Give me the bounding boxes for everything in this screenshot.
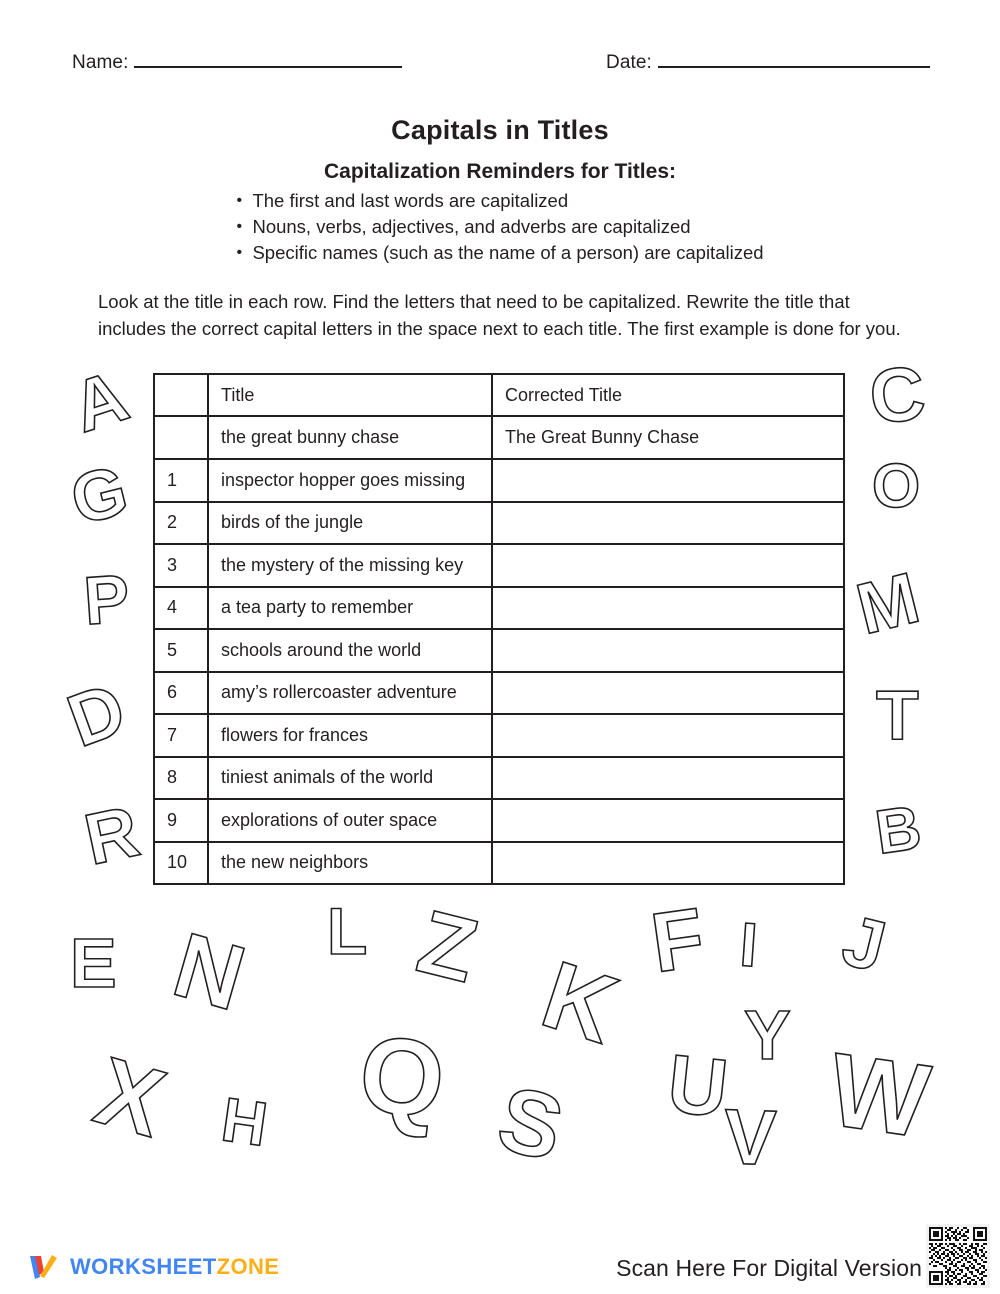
date-field-group [606,52,930,74]
row-answer-blank[interactable] [491,841,845,886]
row-title: a tea party to remember [207,586,491,629]
decorative-letter-a: A [62,355,138,449]
row-number: 4 [153,586,207,629]
table-row [153,628,845,671]
name-field-group [72,52,402,74]
row-answer-blank[interactable] [491,501,845,544]
page-title: Capitals in Titles [391,115,609,145]
row-number: 7 [153,713,207,756]
table-row [153,501,845,544]
reminders-list [0,188,1000,266]
row-answer-blank[interactable] [491,756,845,799]
decorative-letter-y: Y [744,996,791,1074]
reminder-item: • Nouns, verbs, adjectives, and adverbs are capitalized [236,214,763,240]
titles-table [153,373,845,885]
row-answer-blank[interactable] [491,543,845,586]
row-answer-blank[interactable] [491,798,845,841]
decorative-letter-w: W [822,1031,936,1161]
decorative-letter-p: P [81,560,132,640]
decorative-letter-t: T [876,676,919,754]
decorative-letter-h: H [217,1085,272,1160]
decorative-letter-f: F [645,889,710,991]
decorative-letter-k: K [530,940,630,1065]
table-row [153,841,845,886]
table-row [153,756,845,799]
decorative-letter-r: R [78,791,146,881]
row-number: 8 [153,756,207,799]
table-row [153,713,845,756]
decorative-letter-x: X [84,1037,176,1158]
row-title: the mystery of the missing key [207,543,491,586]
row-number: 9 [153,798,207,841]
scan-here-label: Scan Here For Digital Version [616,1255,922,1281]
row-answer-blank[interactable] [491,458,845,501]
decorative-letter-b: B [871,793,926,868]
table-row [153,543,845,586]
worksheet-zone-logo[interactable] [28,1250,279,1284]
row-number: 1 [153,458,207,501]
column-header-corrected-title: Corrected Title [491,373,845,415]
reminders-heading: Capitalization Reminders for Titles: [323,160,676,183]
date-label: Date: [606,52,652,73]
row-number: 10 [153,841,207,886]
row-title: inspector hopper goes missing [207,458,491,501]
row-title: schools around the world [207,628,491,671]
row-number: 2 [153,501,207,544]
qr-code[interactable] [926,1224,990,1288]
decorative-letter-v: V [722,1092,778,1182]
decorative-letter-q: Q [353,1011,451,1142]
table-row [153,671,845,714]
row-number [153,415,207,458]
logo-word-worksheet: WORKSHEET [70,1254,217,1279]
decorative-letter-j: J [834,900,894,988]
row-title: explorations of outer space [207,798,491,841]
row-title: birds of the jungle [207,501,491,544]
decorative-letter-i: I [737,910,760,981]
decorative-letter-s: S [488,1067,573,1181]
decorative-letter-e: E [70,924,117,1002]
name-input-line[interactable] [134,66,402,68]
decorative-letter-n: N [163,913,256,1031]
row-answer-blank[interactable] [491,671,845,714]
row-answer-blank[interactable] [491,628,845,671]
row-title: tiniest animals of the world [207,756,491,799]
table-header-row [153,373,845,415]
table-row [153,458,845,501]
row-number: 5 [153,628,207,671]
page-footer [0,1234,1000,1294]
row-answer-blank[interactable] [491,713,845,756]
decorative-letter-c: C [865,350,930,441]
decorative-letter-l: L [327,894,368,968]
row-title: flowers for frances [207,713,491,756]
logo-wordmark [70,1254,279,1280]
column-header-number [153,373,207,415]
titles-table-wrapper [153,373,845,885]
reminder-item: • Specific names (such as the name of a person) are capitalized [236,240,763,266]
decorative-letter-m: M [849,557,927,651]
decorative-letter-g: G [63,450,136,540]
row-title: the new neighbors [207,841,491,886]
table-row [153,586,845,629]
row-corrected-answer: The Great Bunny Chase [491,415,845,458]
table-body [153,415,845,885]
logo-mark-icon [28,1250,62,1284]
logo-word-zone: ZONE [216,1254,280,1279]
decorative-letter-z: Z [408,891,487,1003]
column-header-title: Title [207,373,491,415]
row-number: 3 [153,543,207,586]
instructions-text: Look at the title in each row. Find the letters that need to be capitalized. Rewrite the title that includes the correct capital letters in the space next to each title. The first example is done for you. [98,291,901,339]
decorative-letter-u: U [663,1038,732,1135]
decorative-letter-d: D [57,666,136,763]
row-title: amy’s rollercoaster adventure [207,671,491,714]
name-date-row [0,52,1000,86]
decorative-letter-o: O [872,452,921,521]
row-number: 6 [153,671,207,714]
reminder-item: • The first and last words are capitalized [236,188,763,214]
row-answer-blank[interactable] [491,586,845,629]
date-input-line[interactable] [658,66,930,68]
table-row-example [153,415,845,458]
name-label: Name: [72,52,129,73]
row-title: the great bunny chase [207,415,491,458]
table-row [153,798,845,841]
